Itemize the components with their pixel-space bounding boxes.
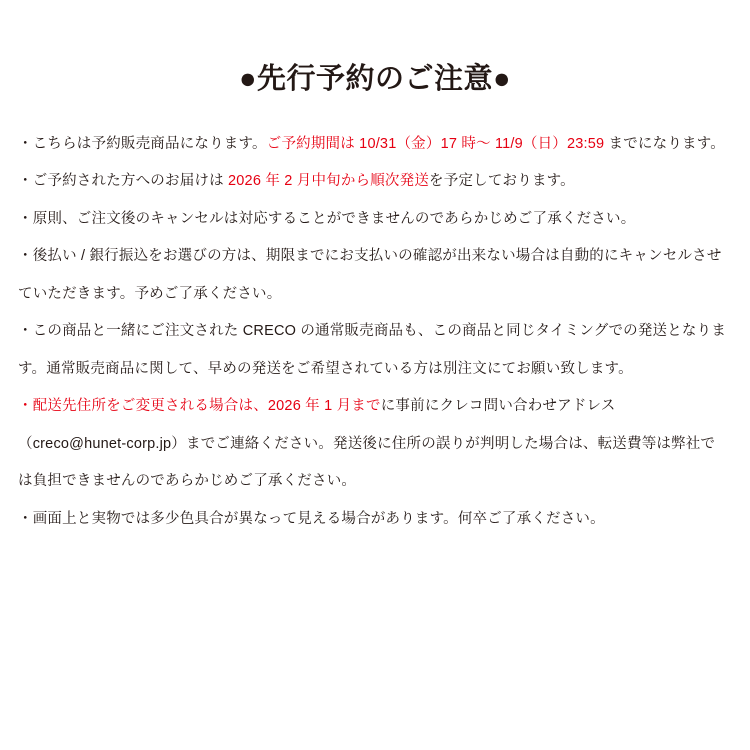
item-color-difference-segment-0: ・画面上と実物では多少色具合が異なって見える場合があります。何卒ご了承ください。 — [18, 510, 605, 527]
notice-list — [18, 127, 732, 538]
item-address-change-cont2-segment-0: は負担できませんのであらかじめご了承ください。 — [18, 473, 357, 490]
item-no-cancel-segment-0: ・原則、ご注文後のキャンセルは対応することができませんのであらかじめご了承ください。 — [18, 210, 636, 227]
item-delivery-schedule-segment-2: を予定しております。 — [429, 173, 575, 190]
item-address-change-cont-segment-0: （creco@hunet-corp.jp）までご連絡ください。発送後に住所の誤りが判明した場合は、転送費等は弊社で — [18, 435, 716, 452]
item-color-difference — [18, 502, 732, 538]
item-combined-order-cont-segment-0: す。通常販売商品に関して、早めの発送をご希望されている方は別注文にてお願い致します。 — [18, 360, 633, 377]
item-delivery-schedule-segment-1: 2026 年 2 月中旬から順次発送 — [228, 173, 430, 190]
item-reservation-period-segment-0: ・こちらは予約販売商品になります。 — [18, 135, 267, 152]
item-combined-order — [18, 314, 732, 350]
item-address-change-cont — [18, 427, 732, 463]
item-address-change-segment-1: に事前にクレコ問い合わせアドレス — [380, 398, 616, 415]
item-address-change-segment-0: ・配送先住所をご変更される場合は、2026 年 1 月まで — [18, 398, 381, 415]
item-delivery-schedule-segment-0: ・ご予約された方へのお届けは — [18, 173, 229, 190]
item-payment-deadline-cont — [18, 277, 732, 313]
item-delivery-schedule — [18, 164, 732, 200]
item-reservation-period — [18, 127, 732, 163]
page-title: ●先行予約のご注意● — [238, 63, 512, 95]
item-payment-deadline-segment-0: ・後払い / 銀行振込をお選びの方は、期限までにお支払いの確認が出来ない場合は自動的にキャンセルさせ — [18, 248, 722, 265]
item-reservation-period-segment-1: ご予約期間は 10/31（金）17 時〜 11/9（日）23:59 — [266, 135, 609, 152]
item-address-change — [18, 389, 732, 425]
item-payment-deadline-cont-segment-0: ていただきます。予めご了承ください。 — [18, 285, 282, 302]
item-combined-order-cont — [18, 352, 732, 388]
item-address-change-cont2 — [18, 464, 732, 500]
item-no-cancel — [18, 202, 732, 238]
item-reservation-period-segment-2: までになります。 — [608, 135, 725, 152]
item-combined-order-segment-0: ・この商品と一緒にご注文された CRECO の通常販売商品も、この商品と同じタイミングでの発送となりま — [18, 323, 727, 340]
item-payment-deadline — [18, 239, 732, 275]
